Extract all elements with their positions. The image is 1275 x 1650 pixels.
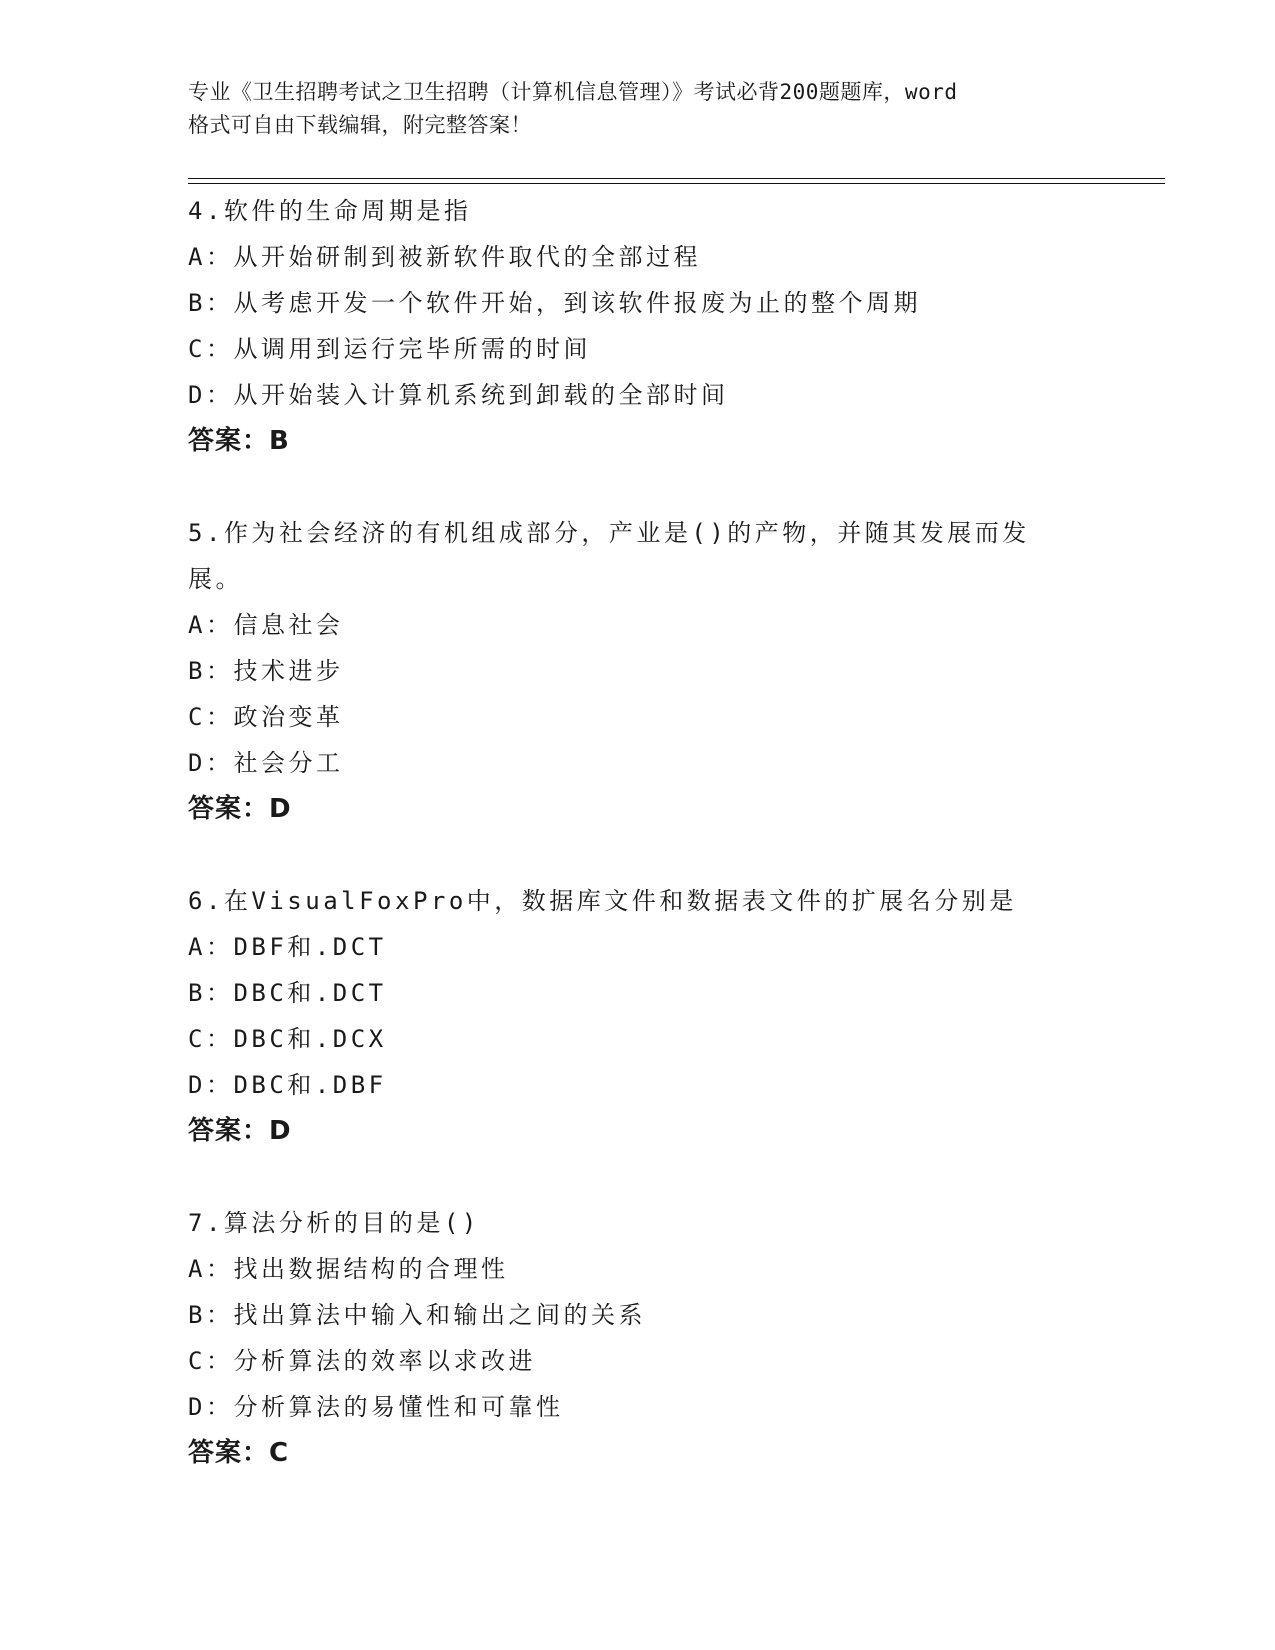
answer-line: 答案：D — [188, 794, 292, 824]
header-divider-top — [188, 178, 1165, 179]
option-c: C：DBC和.DCX — [188, 1025, 387, 1053]
option-b: B：DBC和.DCT — [188, 979, 387, 1007]
question-7 — [188, 1200, 1088, 1476]
answer-line: 答案：C — [188, 1438, 290, 1468]
question-6 — [188, 878, 1088, 1154]
option-b: B：从考虑开发一个软件开始，到该软件报废为止的整个周期 — [188, 289, 921, 317]
option-a: A：DBF和.DCT — [188, 933, 387, 961]
option-a: A：找出数据结构的合理性 — [188, 1255, 509, 1283]
option-c: C：分析算法的效率以求改进 — [188, 1347, 536, 1375]
answer-line: 答案：B — [188, 426, 290, 456]
option-d: D：DBC和.DBF — [188, 1071, 387, 1099]
option-c: C：政治变革 — [188, 703, 344, 731]
question-stem: 4.软件的生命周期是指 — [188, 197, 472, 225]
question-stem: 7.算法分析的目的是() — [188, 1209, 480, 1237]
question-stem: 5.作为社会经济的有机组成部分，产业是()的产物，并随其发展而发展。 — [188, 519, 1030, 593]
header-line-1: 专业《卫生招聘考试之卫生招聘（计算机信息管理）》考试必背200题题库，word — [188, 80, 958, 104]
question-4 — [188, 188, 1088, 464]
option-a: A：信息社会 — [188, 611, 344, 639]
option-b: B：技术进步 — [188, 657, 344, 685]
option-d: D：从开始装入计算机系统到卸载的全部时间 — [188, 381, 729, 409]
question-5 — [188, 510, 1088, 832]
question-stem: 6.在VisualFoxPro中，数据库文件和数据表文件的扩展名分别是 — [188, 887, 1017, 915]
option-a: A：从开始研制到被新软件取代的全部过程 — [188, 243, 701, 271]
header-line-2: 格式可自由下载编辑，附完整答案！ — [188, 113, 532, 137]
option-d: D：社会分工 — [188, 749, 344, 777]
option-d: D：分析算法的易懂性和可靠性 — [188, 1393, 564, 1421]
document-header — [188, 76, 1088, 142]
option-b: B：找出算法中输入和输出之间的关系 — [188, 1301, 646, 1329]
question-list — [188, 188, 1088, 1522]
answer-line: 答案：D — [188, 1116, 292, 1146]
option-c: C：从调用到运行完毕所需的时间 — [188, 335, 591, 363]
header-divider-bottom — [188, 183, 1165, 184]
